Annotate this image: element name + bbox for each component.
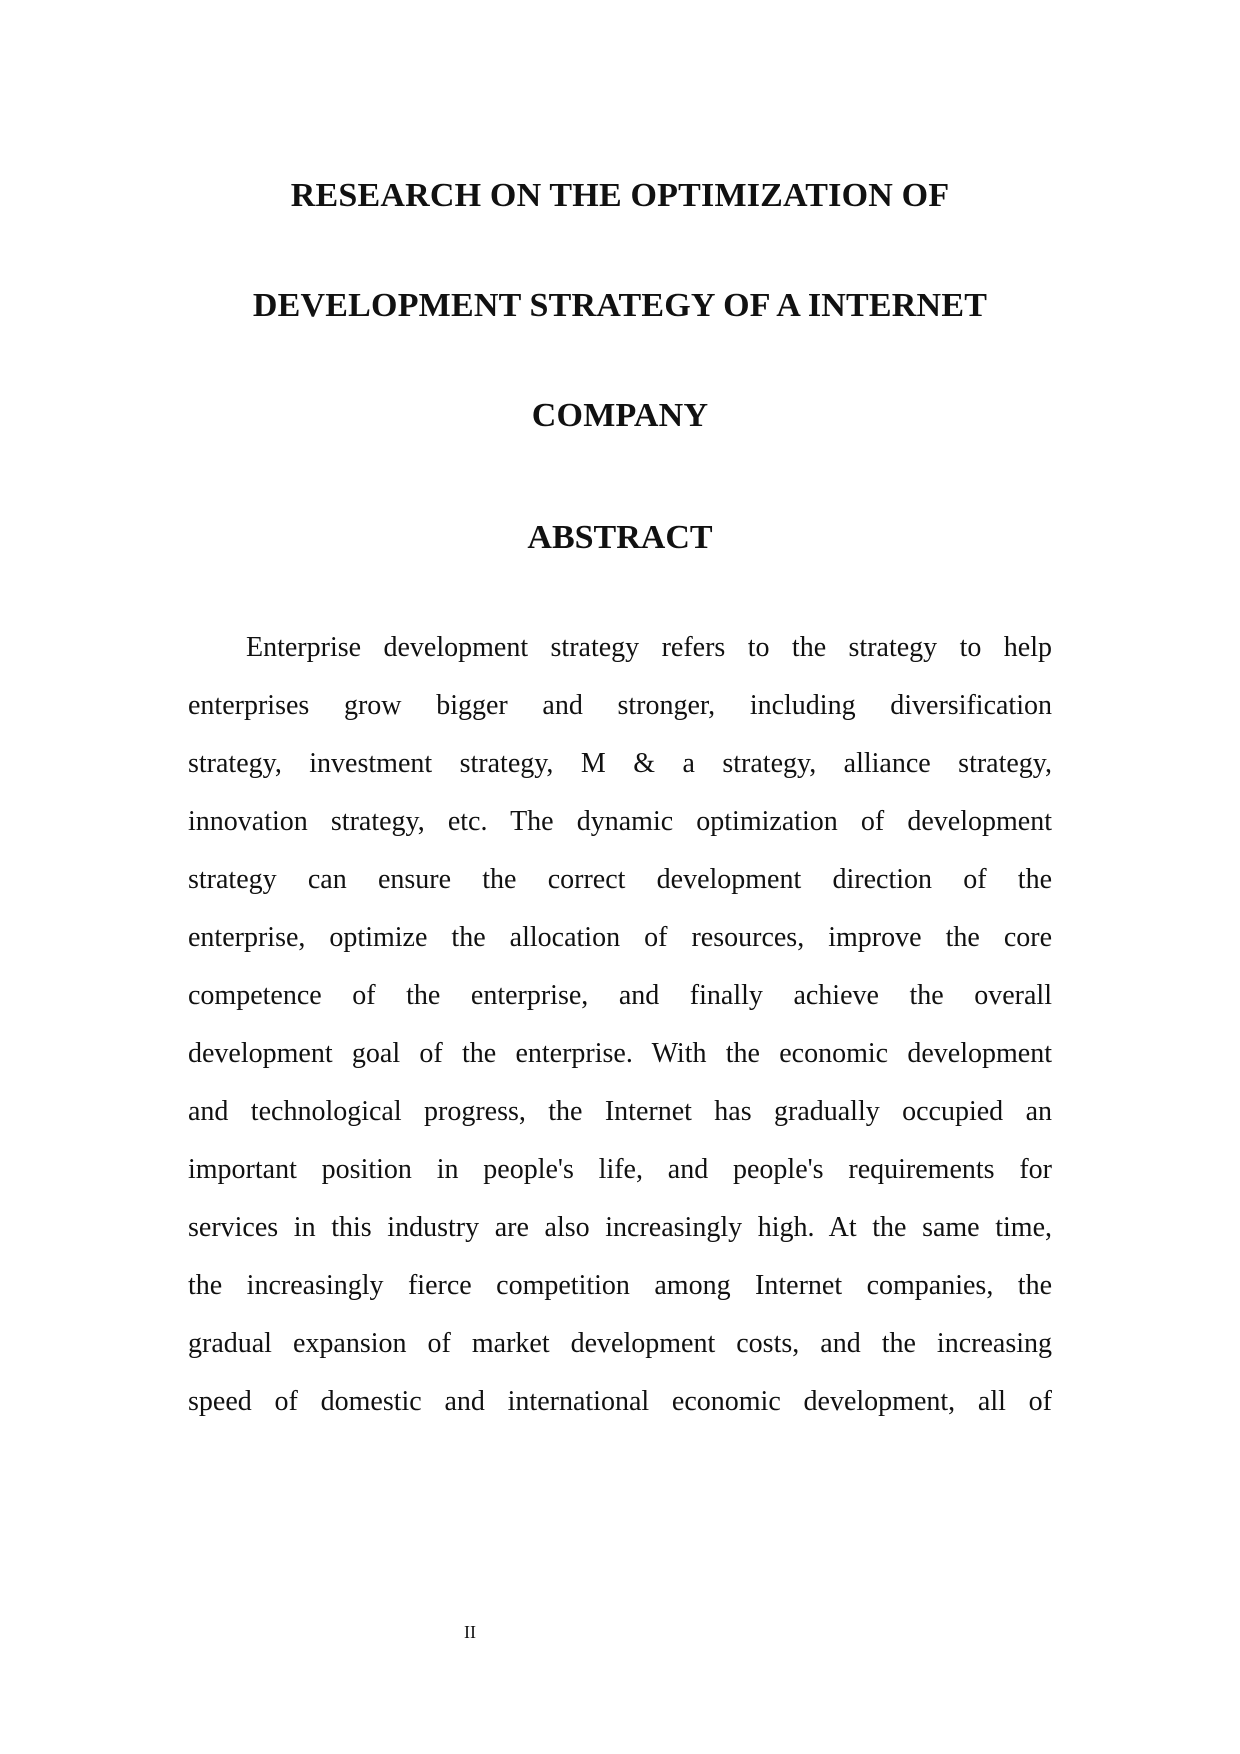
abstract-line: competence of the enterprise, and finally achieve the overall [188, 980, 1052, 1011]
title-line-2: DEVELOPMENT STRATEGY OF A INTERNET [252, 287, 988, 324]
title-line-3: COMPANY [531, 397, 709, 434]
abstract-line: services in this industry are also increasingly high. At the same time, [188, 1212, 1052, 1243]
abstract-line: the increasingly fierce competition among Internet companies, the [188, 1270, 1052, 1301]
abstract-line: enterprise, optimize the allocation of resources, improve the core [188, 922, 1052, 953]
abstract-line: strategy can ensure the correct development direction of the [188, 864, 1052, 895]
abstract-line: development goal of the enterprise. With the economic development [188, 1038, 1052, 1069]
abstract-line: enterprises grow bigger and stronger, including diversification [188, 690, 1052, 721]
abstract-heading: ABSTRACT [527, 519, 713, 556]
abstract-line: important position in people's life, and people's requirements for [188, 1154, 1052, 1185]
page-number: II [464, 1622, 476, 1642]
abstract-line: and technological progress, the Internet has gradually occupied an [188, 1096, 1052, 1127]
title-line-1: RESEARCH ON THE OPTIMIZATION OF [290, 177, 950, 214]
abstract-line: gradual expansion of market development costs, and the increasing [188, 1328, 1052, 1359]
abstract-line: strategy, investment strategy, M & a strategy, alliance strategy, [188, 748, 1052, 779]
abstract-line: speed of domestic and international economic development, all of [188, 1386, 1052, 1417]
abstract-line: Enterprise development strategy refers to the strategy to help [246, 632, 1052, 663]
abstract-line: innovation strategy, etc. The dynamic optimization of development [188, 806, 1052, 837]
